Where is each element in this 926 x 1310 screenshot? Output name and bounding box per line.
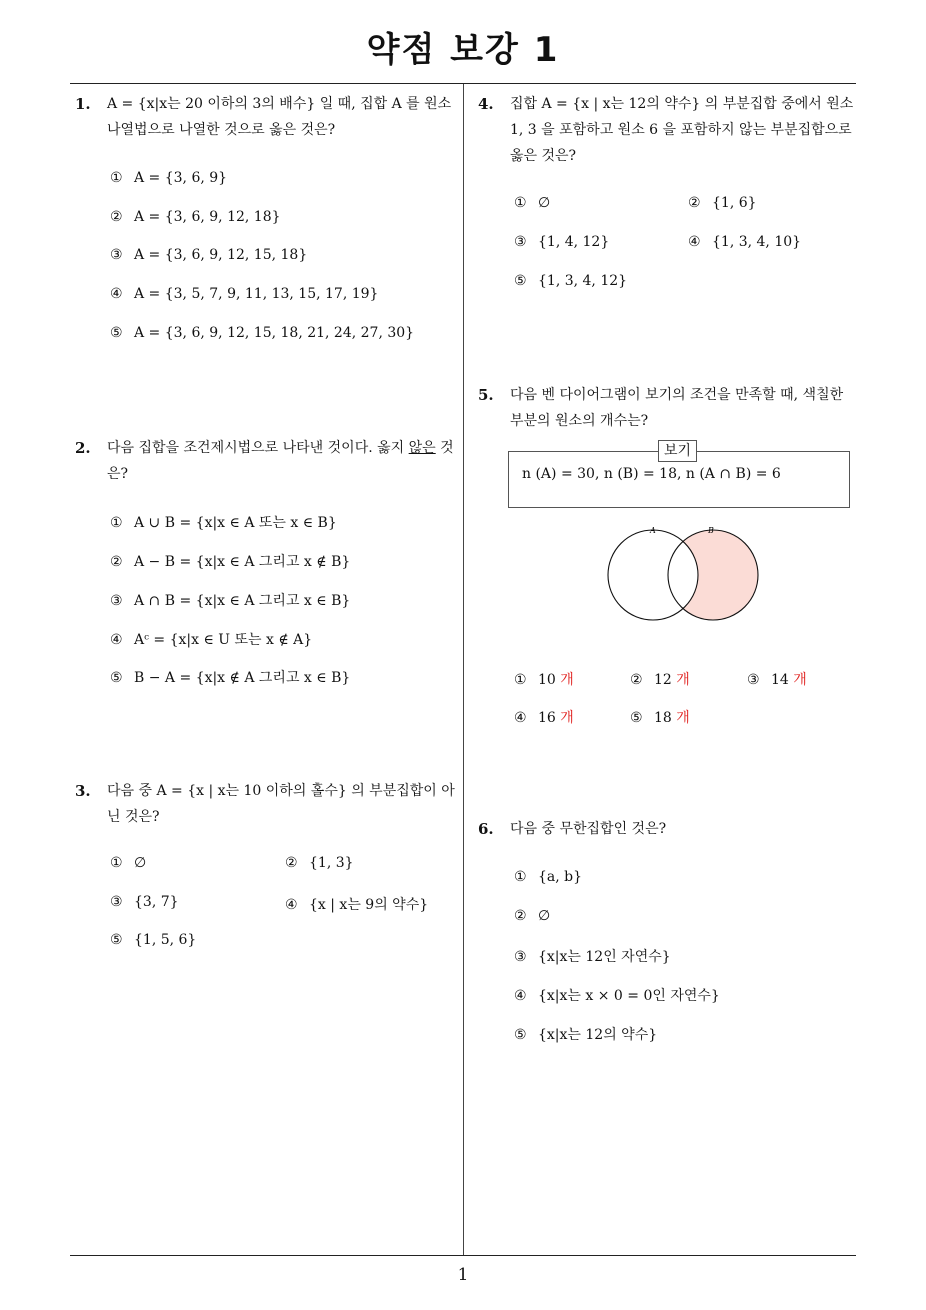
question-text-part: 것은? (107, 440, 454, 482)
option-3[interactable] (110, 590, 350, 610)
option-text: A = {3, 6, 9, 12, 15, 18} (134, 247, 308, 263)
option-4[interactable] (514, 707, 574, 727)
option-3[interactable] (514, 234, 609, 250)
option-2[interactable] (285, 855, 354, 871)
option-1[interactable] (514, 669, 574, 689)
option-text: {x|x는 x × 0 = 0인 자연수} (538, 988, 720, 1004)
option-5[interactable] (110, 325, 414, 341)
option-3[interactable] (110, 894, 179, 910)
question-text: 다음 벤 다이어그램이 보기의 조건을 만족할 때, 색칠한 부분의 원소의 개수는? (510, 387, 844, 429)
question-4 (478, 91, 860, 171)
option-marker: ① (514, 195, 527, 211)
emphasis-underline: 않은 (408, 440, 436, 456)
option-1[interactable] (514, 869, 582, 885)
question-number: 5. (478, 386, 494, 404)
option-marker: ① (110, 855, 123, 871)
option-2[interactable] (514, 908, 550, 924)
option-text: A ∪ B = {x|x ∈ A 또는 x ∈ B} (134, 515, 337, 531)
venn-label-a: A (650, 526, 656, 535)
option-marker: ② (630, 672, 643, 688)
option-marker: ③ (747, 672, 760, 688)
option-2[interactable] (110, 209, 281, 225)
option-marker: ③ (110, 894, 123, 910)
condition-text: n (A) = 30, n (B) = 18, n (A ∩ B) = 6 (522, 466, 781, 482)
option-marker: ① (110, 515, 123, 531)
option-text: {1, 5, 6} (134, 932, 197, 948)
option-text: ∅ (134, 855, 147, 871)
question-5 (478, 382, 860, 438)
question-text: 집합 A = {x | x는 12의 약수} 의 부분집합 중에서 원소 1, 3 을 포함하고 원소 6 을 포함하지 않는 부분집합으로 옳은 것은? (510, 96, 854, 164)
option-text: ∅ (538, 195, 551, 211)
question-2 (75, 435, 457, 495)
option-2[interactable] (110, 551, 350, 571)
option-unit: 개 (676, 710, 690, 726)
option-marker: ⑤ (110, 932, 123, 948)
option-unit: 개 (560, 710, 574, 726)
question-number: 4. (478, 95, 494, 113)
question-number: 2. (75, 439, 91, 457)
question-6 (478, 816, 860, 846)
option-text: {a, b} (538, 869, 583, 885)
option-unit: 개 (793, 672, 807, 688)
option-number: 18 (654, 710, 672, 726)
question-3 (75, 778, 457, 838)
question-1 (75, 91, 457, 151)
option-marker: ⑤ (514, 1027, 527, 1043)
option-1[interactable] (514, 195, 550, 211)
option-marker: ⑤ (110, 670, 123, 686)
option-text: {1, 3} (309, 855, 354, 871)
bottom-rule (70, 1255, 856, 1256)
venn-diagram (600, 520, 770, 626)
option-text: B − A = {x|x ∉ A 그리고 x ∈ B} (134, 670, 351, 686)
option-number: 12 (654, 672, 672, 688)
option-text: {1, 3, 4, 12} (538, 273, 628, 289)
option-marker: ⑤ (110, 325, 123, 341)
option-number: 10 (538, 672, 556, 688)
option-marker: ③ (514, 234, 527, 250)
question-text: A = {x|x는 20 이하의 3의 배수} 일 때, 집합 A 를 원소나열법으로 나열한 것으로 옳은 것은? (107, 96, 452, 138)
option-text: {1, 6} (712, 195, 757, 211)
option-marker: ③ (110, 247, 123, 263)
option-2[interactable] (688, 195, 757, 211)
option-text: A = {3, 6, 9, 12, 15, 18, 21, 24, 27, 30} (134, 325, 415, 341)
option-text: {x|x는 12의 약수} (538, 1027, 658, 1043)
option-3[interactable] (514, 946, 671, 966)
question-text-part: 다음 집합을 조건제시법으로 나타낸 것이다. 옳지 (107, 440, 409, 456)
venn-label-b: B (708, 526, 714, 535)
option-5[interactable] (514, 1024, 657, 1044)
option-4[interactable] (688, 234, 801, 250)
option-marker: ④ (514, 710, 527, 726)
question-text (107, 435, 457, 487)
option-marker: ④ (688, 234, 701, 250)
option-text: {x | x는 9의 약수} (309, 897, 429, 913)
option-marker: ② (514, 908, 527, 924)
option-marker: ③ (110, 593, 123, 609)
option-number: 14 (771, 672, 789, 688)
option-marker: ③ (514, 949, 527, 965)
option-1[interactable] (110, 855, 146, 871)
option-number: 16 (538, 710, 556, 726)
page-title: 약점 보강 1 (366, 30, 560, 70)
option-5[interactable] (110, 667, 350, 687)
option-unit: 개 (560, 672, 574, 688)
option-marker: ④ (110, 286, 123, 302)
option-text: A = {3, 5, 7, 9, 11, 13, 15, 17, 19} (134, 286, 379, 302)
question-number: 1. (75, 95, 91, 113)
option-text: A = {3, 6, 9} (134, 170, 228, 186)
option-4[interactable] (110, 629, 312, 649)
option-text: {1, 3, 4, 10} (712, 234, 802, 250)
option-5[interactable] (110, 932, 196, 948)
option-4[interactable] (285, 894, 428, 914)
option-text: {x|x는 12인 자연수} (538, 949, 671, 965)
option-1[interactable] (110, 512, 337, 532)
option-5[interactable] (630, 707, 690, 727)
option-marker: ① (110, 170, 123, 186)
option-text: A − B = {x|x ∈ A 그리고 x ∉ B} (134, 554, 351, 570)
option-marker: ④ (514, 988, 527, 1004)
option-text: Aᶜ = {x|x ∈ U 또는 x ∉ A} (134, 632, 313, 648)
option-4[interactable] (514, 985, 720, 1005)
option-marker: ② (285, 855, 298, 871)
option-marker: ⑤ (630, 710, 643, 726)
column-divider (463, 84, 464, 1255)
page-number: 1 (457, 1265, 469, 1285)
option-1[interactable] (110, 170, 227, 186)
option-text: {3, 7} (134, 894, 179, 910)
option-unit: 개 (676, 672, 690, 688)
option-marker: ② (688, 195, 701, 211)
option-marker: ⑤ (514, 273, 527, 289)
option-marker: ① (514, 672, 527, 688)
option-text: A ∩ B = {x|x ∈ A 그리고 x ∈ B} (134, 593, 351, 609)
question-number: 3. (75, 782, 91, 800)
option-3[interactable] (110, 247, 307, 263)
option-marker: ④ (285, 897, 298, 913)
option-text: ∅ (538, 908, 551, 924)
option-4[interactable] (110, 286, 378, 302)
option-marker: ④ (110, 632, 123, 648)
question-text: 다음 중 무한집합인 것은? (510, 821, 667, 837)
option-5[interactable] (514, 273, 627, 289)
option-3[interactable] (747, 669, 807, 689)
option-text: {1, 4, 12} (538, 234, 610, 250)
condition-box-label: 보기 (658, 440, 697, 462)
option-2[interactable] (630, 669, 690, 689)
question-number: 6. (478, 820, 494, 838)
option-marker: ① (514, 869, 527, 885)
question-text: 다음 중 A = {x | x는 10 이하의 홀수} 의 부분집합이 아닌 것은? (107, 783, 455, 825)
option-marker: ② (110, 554, 123, 570)
option-marker: ② (110, 209, 123, 225)
option-text: A = {3, 6, 9, 12, 18} (134, 209, 281, 225)
